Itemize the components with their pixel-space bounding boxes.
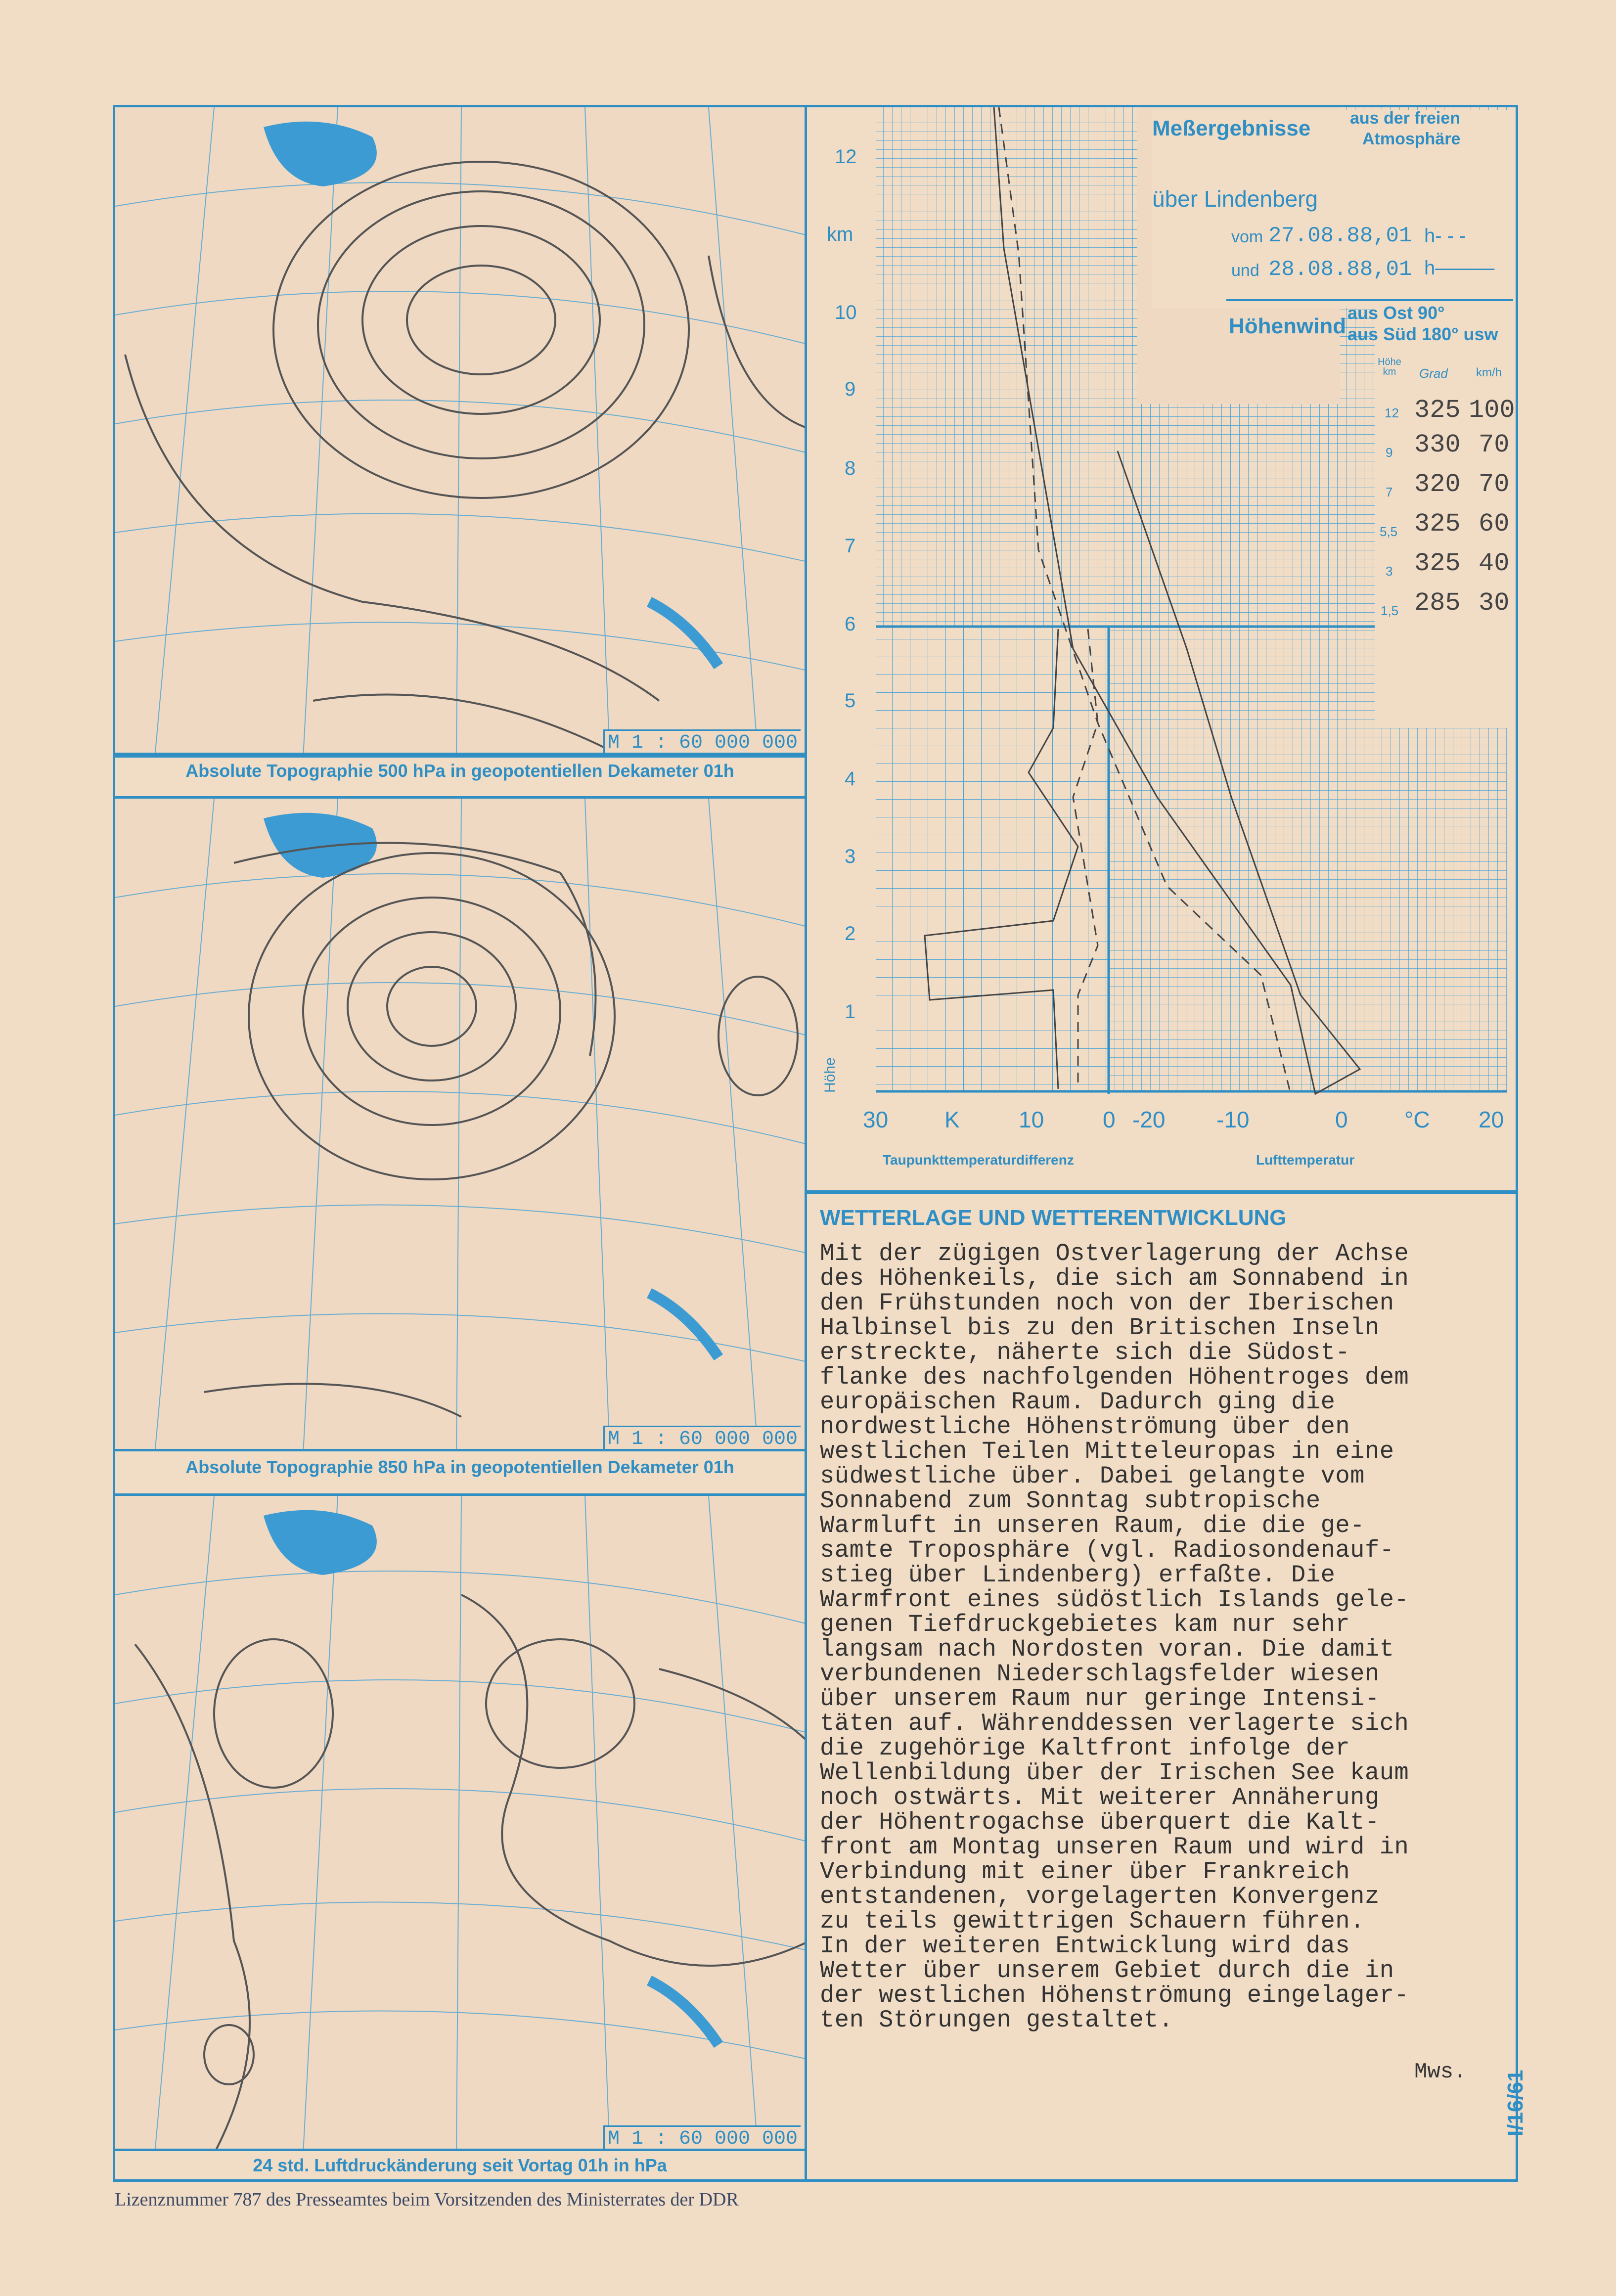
wind-head-deg: Grad — [1419, 366, 1448, 381]
y-label-2: 2 — [845, 923, 856, 945]
map-pressure-change-graphic — [115, 1496, 807, 2151]
report-line: Warmfront eines südöstlich Islands gele- — [820, 1586, 1409, 1614]
serial-number: I/16/61 — [1503, 2070, 1527, 2136]
date2-prefix: und — [1231, 261, 1259, 280]
wind-row: 5,5 325 60 — [1380, 509, 1510, 539]
map-pressure-change-scale: M 1 : 60 000 000 — [603, 2125, 801, 2151]
report-body — [820, 1241, 1479, 2032]
map-pressure-change-caption: 24 std. Luftdruckänderung seit Vortag 01h in hPa — [253, 2155, 667, 2175]
y-axis-word: Höhe — [822, 1057, 838, 1093]
map-850hpa-scale: M 1 : 60 000 000 — [603, 1426, 801, 1451]
map-500hpa — [113, 105, 807, 755]
sounding-location: über Lindenberg — [1152, 186, 1318, 212]
report-line: den Frühstunden noch von der Iberischen — [820, 1289, 1394, 1317]
license-note: Lizenznummer 787 des Presseamtes beim Vorsitzenden des Ministerrates der DDR — [115, 2189, 739, 2210]
report-signature: Mws. — [1414, 2060, 1467, 2084]
date1-prefix: vom — [1231, 227, 1263, 246]
report-line: täten auf. Währenddessen verlagerte sich — [820, 1710, 1409, 1737]
report-line: westlichen Teilen Mitteleuropas in eine — [820, 1438, 1394, 1465]
y-label-4: 4 — [845, 768, 856, 790]
report-line: Sonnabend zum Sonntag subtropische — [820, 1487, 1321, 1515]
report-line: Wellenbildung über der Irischen See kaum — [820, 1759, 1409, 1787]
report-line: der westlichen Höhenströmung eingelager- — [820, 1981, 1409, 2009]
report-line: die zugehörige Kaltfront infolge der — [820, 1734, 1350, 1762]
map-500hpa-caption: Absolute Topographie 500 hPa in geopotentiellen Dekameter 01h — [185, 761, 734, 781]
date1-suffix: h- - - — [1424, 225, 1466, 247]
x-label-20: 20 — [1479, 1107, 1504, 1132]
map-500hpa-scale: M 1 : 60 000 000 — [603, 729, 801, 755]
report-line: verbundenen Niederschlagsfelder wiesen — [820, 1660, 1380, 1688]
x-label-0a: 0 — [1103, 1107, 1116, 1132]
report-line: der Höhentrogachse überquert die Kalt- — [820, 1808, 1380, 1836]
report-line: langsam nach Nordosten voran. Die damit — [820, 1635, 1394, 1663]
sounding-title-sub1: aus der freien — [1350, 109, 1460, 128]
report-line: über unserem Raum nur geringe Intensi- — [820, 1685, 1380, 1712]
wind-row: 9 330 70 — [1386, 430, 1510, 460]
report-line: ten Störungen gestaltet. — [820, 2006, 1173, 2034]
y-label-8: 8 — [845, 457, 856, 479]
x-label-degc: °C — [1404, 1107, 1430, 1132]
x-label-m10: -10 — [1216, 1107, 1250, 1132]
x-label-k: K — [944, 1107, 960, 1132]
wind-note2: aus Süd 180° usw — [1347, 324, 1498, 344]
date2: 28.08.88,01 — [1268, 257, 1412, 282]
report-line: stieg über Lindenberg) erfaßte. Die — [820, 1561, 1336, 1589]
report-line: front am Montag unseren Raum und wird in — [820, 1833, 1409, 1861]
y-label-3: 3 — [845, 846, 856, 867]
map-850hpa — [113, 796, 807, 1451]
wind-row: 7 320 70 — [1386, 470, 1510, 499]
sounding-title: Meßergebnisse — [1152, 116, 1311, 140]
report-line: nordwestliche Höhenströmung über den — [820, 1413, 1350, 1441]
right-axis-label: Lufttemperatur — [1256, 1152, 1355, 1168]
map-850hpa-graphic — [115, 799, 807, 1451]
report-line: Warmluft in unseren Raum, die die ge- — [820, 1512, 1365, 1539]
date1: 27.08.88,01 — [1268, 224, 1412, 248]
report-line: zu teils gewittrigen Schauern führen. — [820, 1907, 1365, 1935]
report-line: des Höhenkeils, die sich am Sonnabend in — [820, 1264, 1409, 1292]
report-line: Wetter über unserem Gebiet durch die in — [820, 1957, 1394, 1984]
wind-row: 12 325 100 — [1385, 396, 1515, 425]
report-line: noch ostwärts. Mit weiterer Annäherung — [820, 1784, 1380, 1811]
y-label-9: 9 — [845, 378, 856, 400]
wind-title: Höhenwind — [1229, 314, 1347, 338]
x-label-10: 10 — [1019, 1107, 1044, 1132]
wind-head-speed: km/h — [1476, 366, 1502, 379]
report-line: Halbinsel bis zu den Britischen Inseln — [820, 1314, 1380, 1342]
y-label-10: 10 — [835, 302, 857, 323]
y-label-1: 1 — [845, 1001, 856, 1023]
sounding-title-sub2: Atmosphäre — [1362, 130, 1461, 148]
x-label-0b: 0 — [1335, 1107, 1348, 1132]
y-label-7: 7 — [845, 535, 856, 557]
report-line: Verbindung mit einer über Frankreich — [820, 1858, 1350, 1886]
report-line: genen Tiefdruckgebietes kam nur sehr — [820, 1611, 1350, 1638]
report-line: samte Troposphäre (vgl. Radiosondenauf- — [820, 1536, 1394, 1564]
y-label-5: 5 — [845, 690, 856, 712]
map-850hpa-caption: Absolute Topographie 850 hPa in geopotentiellen Dekameter 01h — [185, 1457, 734, 1477]
wind-head-height: Höhe km — [1378, 357, 1401, 377]
map-pressure-change — [113, 1493, 807, 2151]
report-line: In der weiteren Entwicklung wird das — [820, 1932, 1350, 1960]
y-label-12: 12 — [835, 146, 857, 168]
report-line: erstreckte, näherte sich die Südost- — [820, 1339, 1350, 1366]
report-line: europäischen Raum. Dadurch ging die — [820, 1388, 1336, 1416]
wind-row: 3 325 40 — [1386, 549, 1510, 579]
y-label-km: km — [827, 224, 853, 245]
left-axis-label: Taupunkttemperaturdifferenz — [883, 1152, 1074, 1168]
report-line: südwestliche über. Dabei gelangte vom — [820, 1462, 1365, 1490]
date2-suffix: h——— — [1424, 257, 1495, 279]
x-label-m20: -20 — [1132, 1107, 1166, 1132]
report-line: entstandenen, vorgelagerten Konvergenz — [820, 1883, 1380, 1910]
report-heading: WETTERLAGE UND WETTERENTWICKLUNG — [820, 1206, 1287, 1230]
report-line: Mit der zügigen Ostverlagerung der Achse — [820, 1240, 1409, 1267]
map-500hpa-graphic — [115, 107, 807, 755]
report-line: flanke des nachfolgenden Höhentroges dem — [820, 1363, 1409, 1391]
wind-note1: aus Ost 90° — [1347, 303, 1445, 323]
x-label-30: 30 — [863, 1107, 889, 1132]
y-label-6: 6 — [845, 613, 856, 635]
wind-row: 1,5 285 30 — [1381, 588, 1510, 618]
